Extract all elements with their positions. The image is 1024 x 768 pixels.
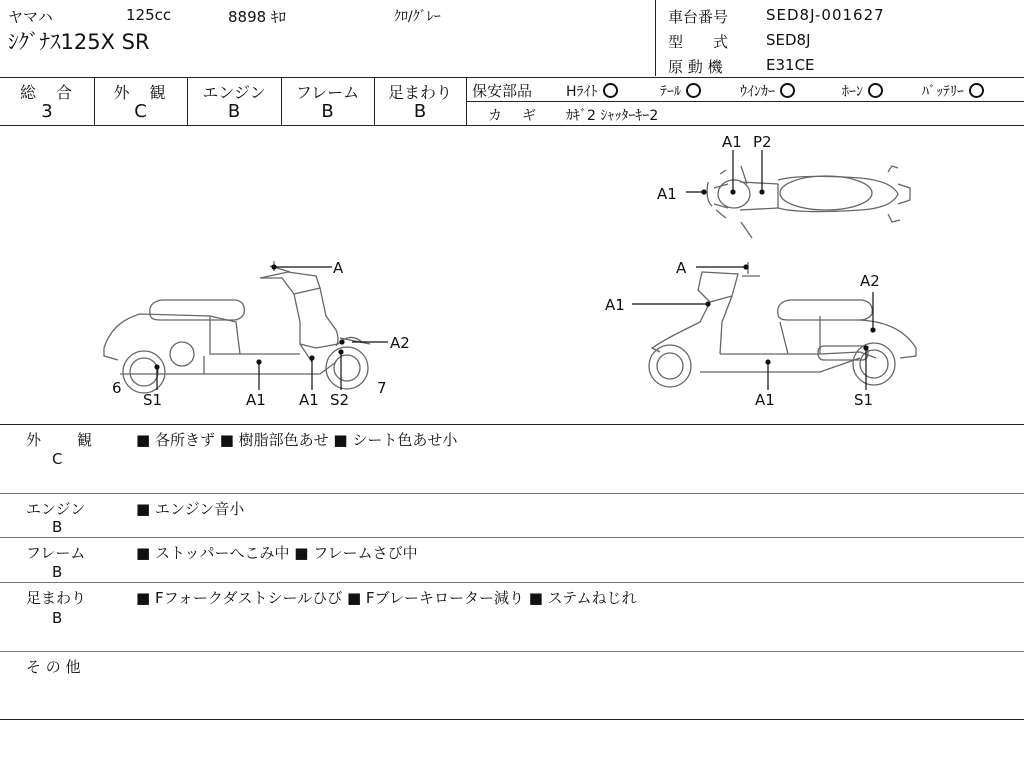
label-left-6: 6: [112, 379, 122, 397]
safety-horn: ﾎｰﾝ: [842, 81, 883, 101]
check-circle-icon: [969, 83, 984, 98]
exterior-grade: C: [134, 101, 147, 122]
frame-no-label: 車台番号: [668, 8, 729, 26]
label-left-s1: S1: [143, 391, 163, 409]
label-left-7: 7: [377, 379, 387, 397]
notes-engine-title: エンジン: [26, 500, 86, 518]
engine-grade-label: エンジン: [202, 83, 266, 102]
check-circle-icon: [868, 83, 883, 98]
notes-frame-grade: B: [52, 563, 63, 581]
engine-grade: B: [227, 101, 241, 122]
type-value: SED8J: [766, 31, 811, 49]
notes-frame-text: ■ ストッパーへこみ中 ■ フレームさび中: [136, 544, 418, 562]
label-top-a1: A1: [722, 133, 742, 151]
notes-exterior-text: ■ 各所きず ■ 樹脂部色あせ ■ シート色あせ小: [136, 431, 458, 449]
notes-suspension-text: ■ Fフォークダストシールひび ■ Fブレーキローター減り ■ ステムねじれ: [136, 589, 637, 607]
engine-label: 原 動 機: [668, 58, 723, 76]
label-top-p2: P2: [753, 133, 772, 151]
overall-label: 総 合: [19, 83, 74, 102]
displacement: 125cc: [126, 6, 172, 24]
notes-engine-grade: B: [52, 518, 63, 536]
notes-suspension-title: 足まわり: [26, 589, 87, 607]
notes-exterior-title: 外 観: [26, 431, 95, 449]
type-label: 型 式: [668, 33, 729, 51]
check-circle-icon: [780, 83, 795, 98]
notes-exterior-grade: C: [52, 450, 63, 468]
scooter-top-view: [707, 166, 910, 238]
label-right-a1-bottom: A1: [755, 391, 775, 409]
label-left-a: A: [333, 259, 344, 277]
check-circle-icon: [686, 83, 701, 98]
exterior-label: 外 観: [113, 83, 168, 102]
check-circle-icon: [603, 83, 618, 98]
suspension-grade: B: [413, 101, 427, 122]
notes-suspension-grade: B: [52, 609, 63, 627]
label-left-a1-front: A1: [299, 391, 319, 409]
scooter-left-view: [104, 261, 370, 393]
label-right-a2: A2: [860, 272, 880, 290]
label-left-a1-mid: A1: [246, 391, 266, 409]
label-right-s1: S1: [854, 391, 874, 409]
key-value: ｶｷﾞ2 ｼｬｯﾀｰｷｰ2: [566, 108, 659, 124]
notes-other-title: そ の 他: [26, 658, 81, 676]
maker: ヤマハ: [8, 8, 53, 26]
engine-value: E31CE: [766, 56, 815, 74]
label-top-a1-left: A1: [657, 185, 677, 203]
frame-no: SED8J-001627: [766, 6, 885, 24]
model-name: ｼｸﾞﾅｽ125X SR: [8, 30, 150, 54]
overall-grade: 3: [41, 101, 53, 122]
label-left-a2: A2: [390, 334, 410, 352]
safety-battery: ﾊﾞｯﾃﾘｰ: [922, 81, 984, 101]
safety-winker: ｳｲﾝｶｰ: [740, 81, 795, 101]
frame-grade: B: [321, 101, 334, 122]
suspension-grade-label: 足まわり: [387, 83, 452, 102]
mileage: 8898 ｷﾛ: [228, 8, 286, 26]
color: ｸﾛ/ｸﾞﾚｰ: [394, 9, 441, 25]
notes-engine-text: ■ エンジン音小: [136, 500, 245, 518]
key-label: カ ギ: [488, 108, 539, 124]
notes-frame-title: フレーム: [26, 544, 86, 562]
damage-diagram: [0, 126, 1024, 424]
safety-headlight: Hﾗｲﾄ: [566, 81, 618, 101]
label-right-a: A: [676, 259, 687, 277]
label-right-a1-top: A1: [605, 296, 625, 314]
frame-grade-label: フレーム: [295, 83, 360, 102]
safety-label: 保安部品: [472, 82, 533, 100]
label-left-s2: S2: [330, 391, 350, 409]
safety-tail: ﾃｰﾙ: [660, 81, 701, 101]
